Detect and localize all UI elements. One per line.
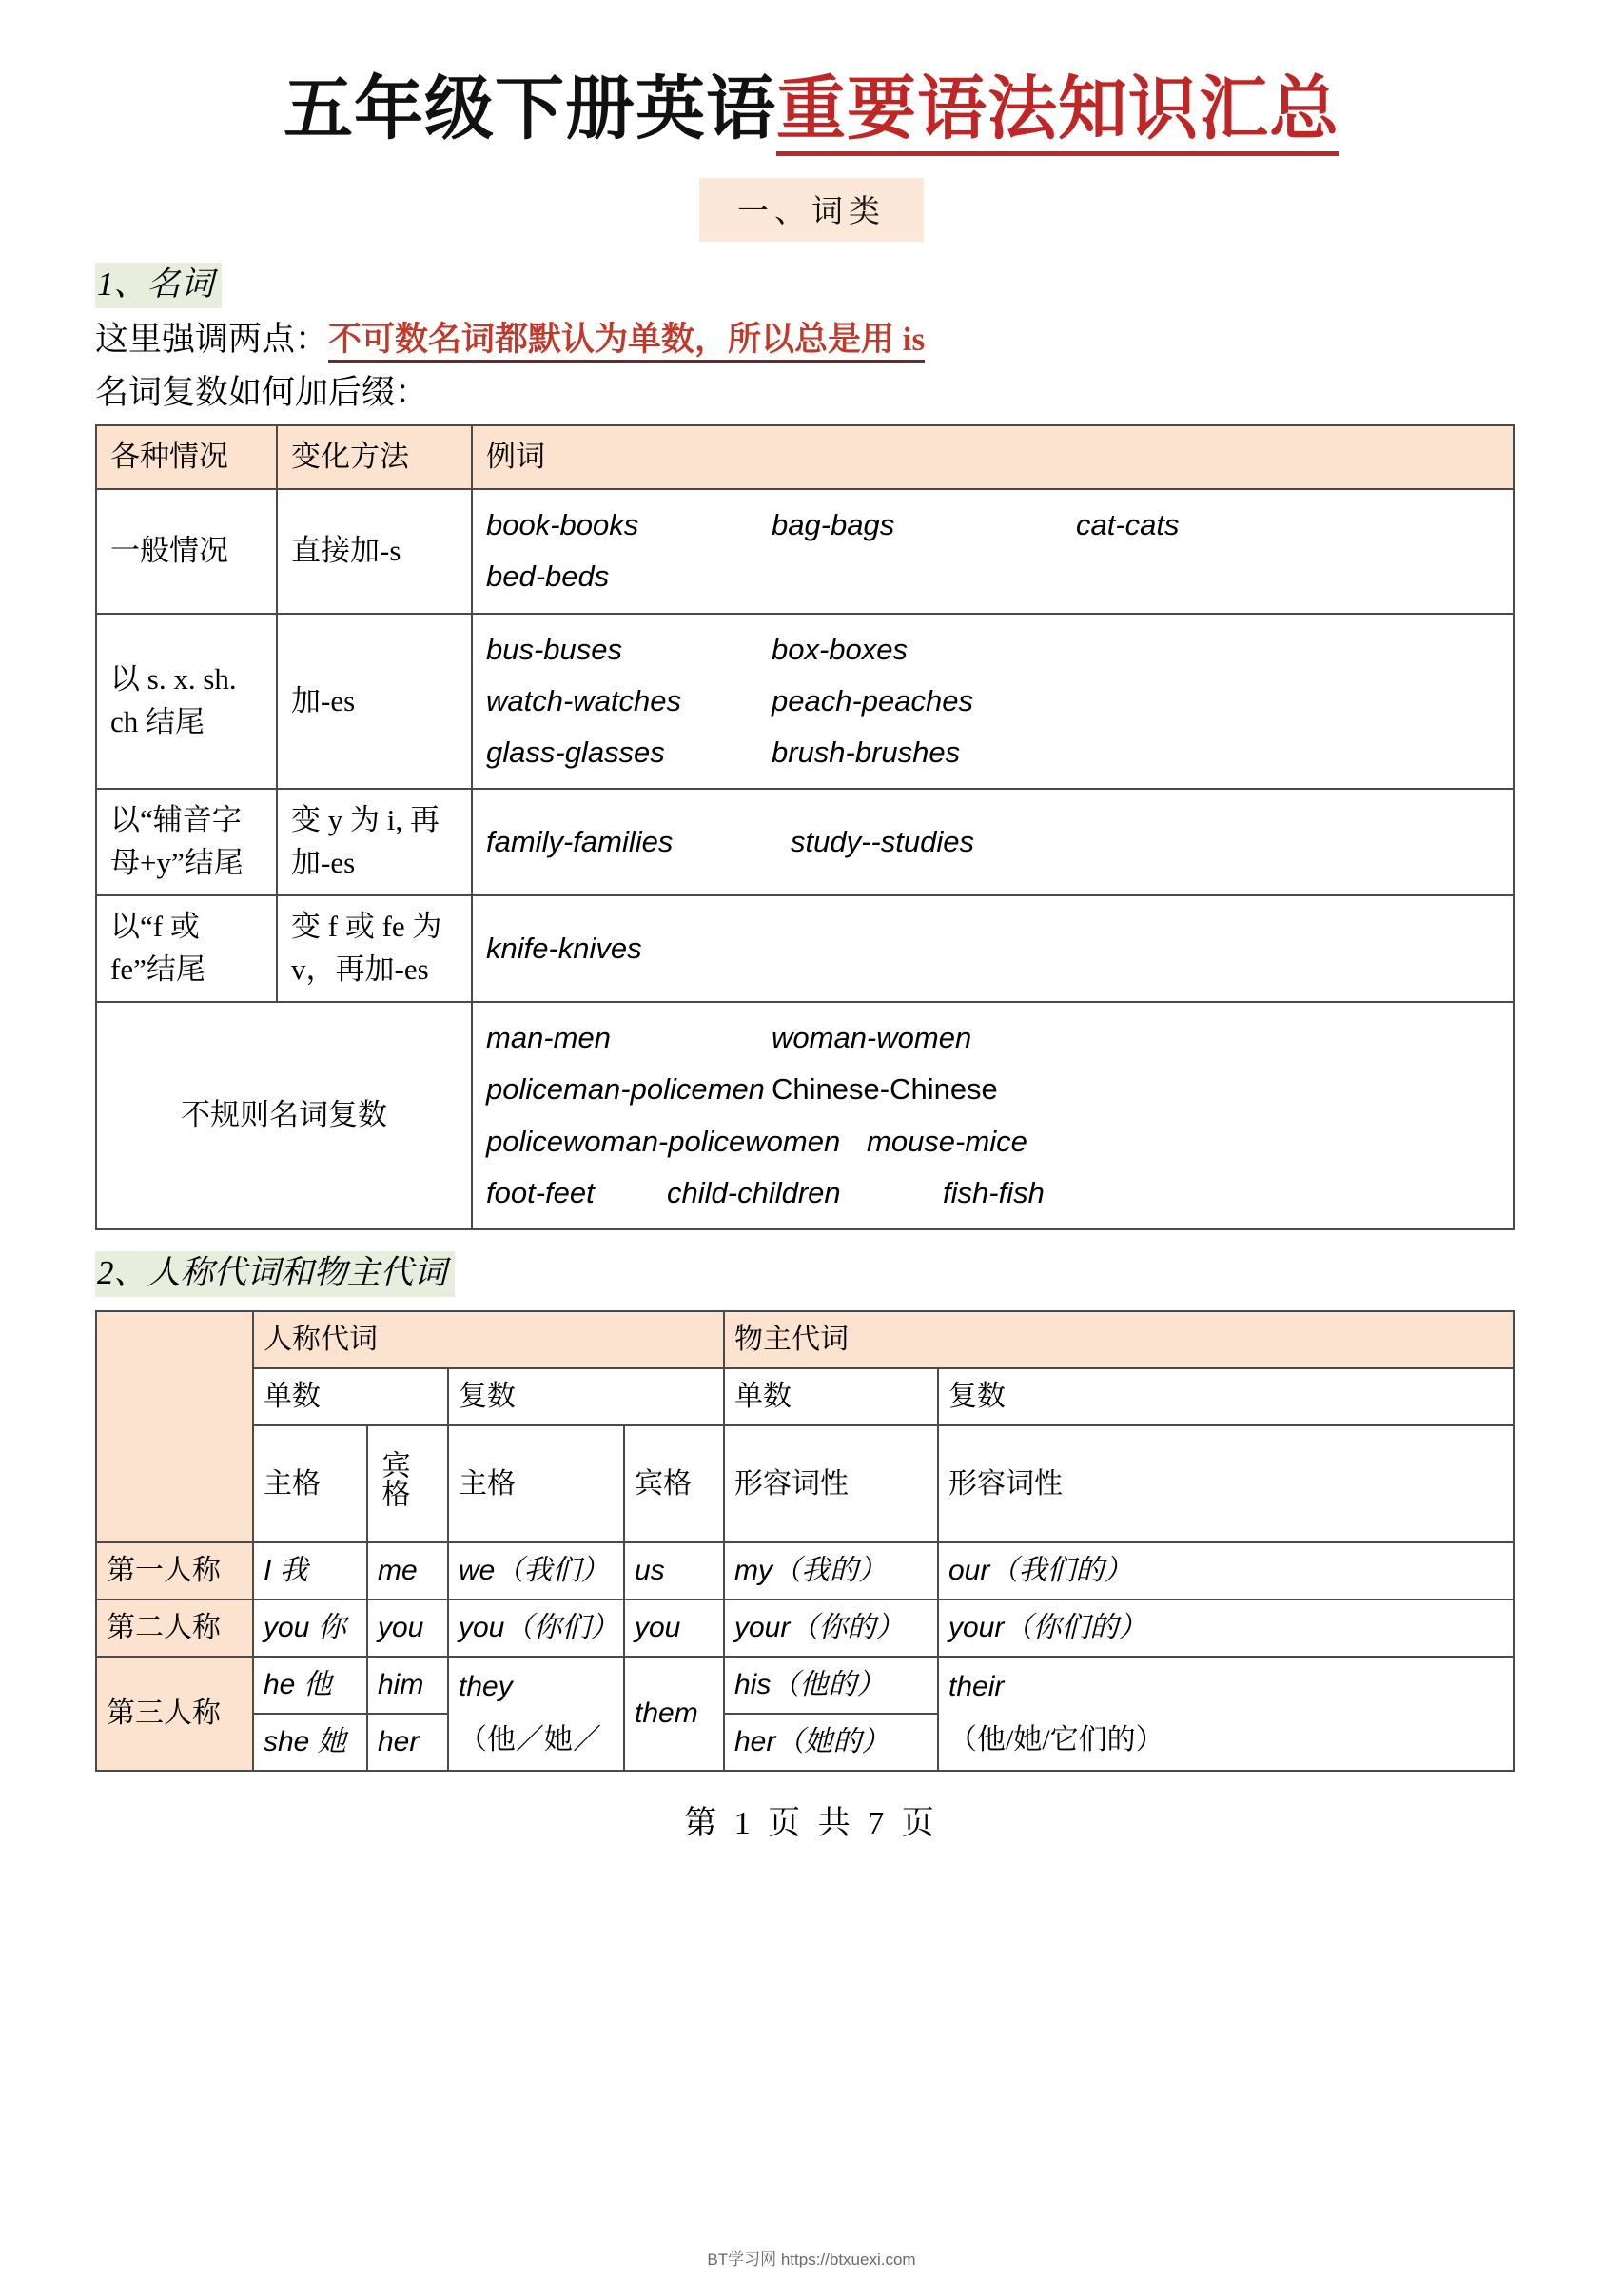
case-sxshch: 以 s. x. sh. ch 结尾 (96, 614, 277, 790)
third-subject-sg-she: she 她 (253, 1714, 367, 1771)
case-irregular: 不规则名词复数 (96, 1002, 472, 1229)
col-adjective-plural: 形容词性 (938, 1425, 1514, 1542)
method-add-s: 直接加-s (277, 489, 472, 614)
example-word: foot-feet (486, 1175, 595, 1209)
example-word: book-books (486, 508, 639, 542)
examples-sxshch (472, 614, 1514, 790)
example-word: study--studies (791, 825, 974, 859)
example-word: box-boxes (772, 632, 909, 666)
case-f-fe: 以“f 或 fe”结尾 (96, 895, 277, 1002)
group-possessive-pronoun: 物主代词 (724, 1311, 1514, 1368)
table-subgroup-row (96, 1368, 1514, 1425)
third-adj-sg-her: her（她的） (724, 1714, 938, 1771)
examples-irregular (472, 1002, 1514, 1229)
person-first: 第一人称 (96, 1542, 253, 1599)
table-row (96, 1599, 1514, 1657)
example-word: policewoman-policewomen (486, 1124, 841, 1158)
header-case: 各种情况 (96, 425, 277, 489)
table-row (96, 789, 1514, 895)
table-column-header-row (96, 1425, 1514, 1542)
col-object-singular (367, 1425, 448, 1542)
sub-plural-possessive: 复数 (938, 1368, 1514, 1425)
noun-plural-table (95, 424, 1515, 1230)
title-black-part: 五年级下册英语 (284, 70, 776, 147)
example-word: bus-buses (486, 632, 623, 666)
example-word: bed-beds (486, 559, 610, 594)
header-method: 变化方法 (277, 425, 472, 489)
group-personal-pronoun: 人称代词 (253, 1311, 724, 1368)
sub-singular-personal: 单数 (253, 1368, 448, 1425)
example-word: peach-peaches (772, 683, 973, 717)
table-row (96, 489, 1514, 614)
first-subject-sg: I 我 (253, 1542, 367, 1599)
example-word: knife-knives (486, 932, 642, 966)
examples-consonant-y (472, 789, 1514, 895)
example-word: cat-cats (1076, 508, 1180, 542)
example-word: Chinese-Chinese (772, 1072, 998, 1107)
page-title (95, 0, 1528, 147)
table-row (96, 1002, 1514, 1229)
col-object-singular-label: 宾格 (377, 1449, 409, 1507)
second-adj-sg: your（你的） (724, 1599, 938, 1657)
method-f-to-v: 变 f 或 fe 为 v，再加-es (277, 895, 472, 1002)
example-word: child-children (667, 1175, 841, 1209)
header-examples: 例词 (472, 425, 1514, 489)
case-general: 一般情况 (96, 489, 277, 614)
first-subject-pl: we（我们） (448, 1542, 624, 1599)
page-number: 第 1 页 共 7 页 (684, 1806, 939, 1842)
example-word: glass-glasses (486, 736, 665, 770)
second-adj-pl: your（你们的） (938, 1599, 1514, 1657)
first-object-sg: me (367, 1542, 448, 1599)
method-y-to-i: 变 y 为 i, 再加-es (277, 789, 472, 895)
third-subject-pl-they: they (459, 1671, 513, 1703)
table-row (96, 895, 1514, 1002)
noun-plural-intro: 名词复数如何加后缀： (95, 374, 429, 412)
third-adj-pl-their: their (948, 1671, 1005, 1703)
example-word: mouse-mice (867, 1124, 1027, 1158)
person-second: 第二人称 (96, 1599, 253, 1657)
watermark: BT学习网 https://btxuexi.com (707, 2250, 916, 2268)
example-word: brush-brushes (772, 736, 961, 770)
example-word: policeman-policemen (486, 1072, 765, 1107)
section-chip-word-classes: 一、词类 (699, 178, 924, 242)
table-row (96, 1657, 1514, 1714)
example-word: fish-fish (943, 1175, 1045, 1209)
third-subject-sg-he: he 他 (253, 1657, 367, 1714)
second-subject-pl: you（你们） (448, 1599, 624, 1657)
noun-section-heading (95, 263, 1528, 308)
title-red-part: 重要语法知识汇总 (776, 70, 1339, 156)
third-object-sg-him: him (367, 1657, 448, 1714)
examples-f-fe (472, 895, 1514, 1002)
third-subject-pl (448, 1657, 624, 1771)
pronoun-section-heading (95, 1251, 1528, 1297)
example-word: woman-women (772, 1021, 972, 1055)
col-object-plural: 宾格 (624, 1425, 724, 1542)
example-word: bag-bags (772, 508, 895, 542)
second-object-pl: you (624, 1599, 724, 1657)
example-word: family-families (486, 825, 674, 859)
corner-cell (96, 1311, 253, 1542)
noun-emphasis-prefix: 这里强调两点： (95, 321, 329, 359)
first-adj-pl: our（我们的） (938, 1542, 1514, 1599)
third-adj-sg-his: his（他的） (724, 1657, 938, 1714)
second-subject-sg: you 你 (253, 1599, 367, 1657)
section-chip-wrapper (95, 178, 1528, 242)
first-object-pl: us (624, 1542, 724, 1599)
second-object-sg: you (367, 1599, 448, 1657)
noun-emphasis-line (95, 320, 1528, 360)
example-word: man-men (486, 1021, 611, 1055)
first-adj-sg: my（我的） (724, 1542, 938, 1599)
sub-singular-possessive: 单数 (724, 1368, 938, 1425)
noun-heading-label: 1、名词 (95, 263, 222, 308)
examples-general (472, 489, 1514, 614)
example-word: watch-watches (486, 683, 682, 717)
col-adjective-singular: 形容词性 (724, 1425, 938, 1542)
table-row (96, 614, 1514, 790)
method-add-es: 加-es (277, 614, 472, 790)
third-object-sg-her: her (367, 1714, 448, 1771)
case-consonant-y: 以“辅音字母+y”结尾 (96, 789, 277, 895)
third-adj-pl-cn: （他/她/它们的） (948, 1724, 1164, 1756)
third-object-pl: them (624, 1657, 724, 1771)
noun-emphasis-red: 不可数名词都默认为单数，所以总是用 is (328, 321, 925, 363)
table-group-header-row (96, 1311, 1514, 1368)
table-header-row (96, 425, 1514, 489)
person-third: 第三人称 (96, 1657, 253, 1771)
col-subject-singular: 主格 (253, 1425, 367, 1542)
pronoun-table (95, 1310, 1515, 1772)
sub-plural-personal: 复数 (448, 1368, 724, 1425)
pronoun-heading-label: 2、人称代词和物主代词 (95, 1251, 455, 1297)
col-subject-plural: 主格 (448, 1425, 624, 1542)
third-adj-pl (938, 1657, 1514, 1771)
third-subject-pl-cn: （他／她／ (459, 1724, 601, 1756)
table-row (96, 1542, 1514, 1599)
